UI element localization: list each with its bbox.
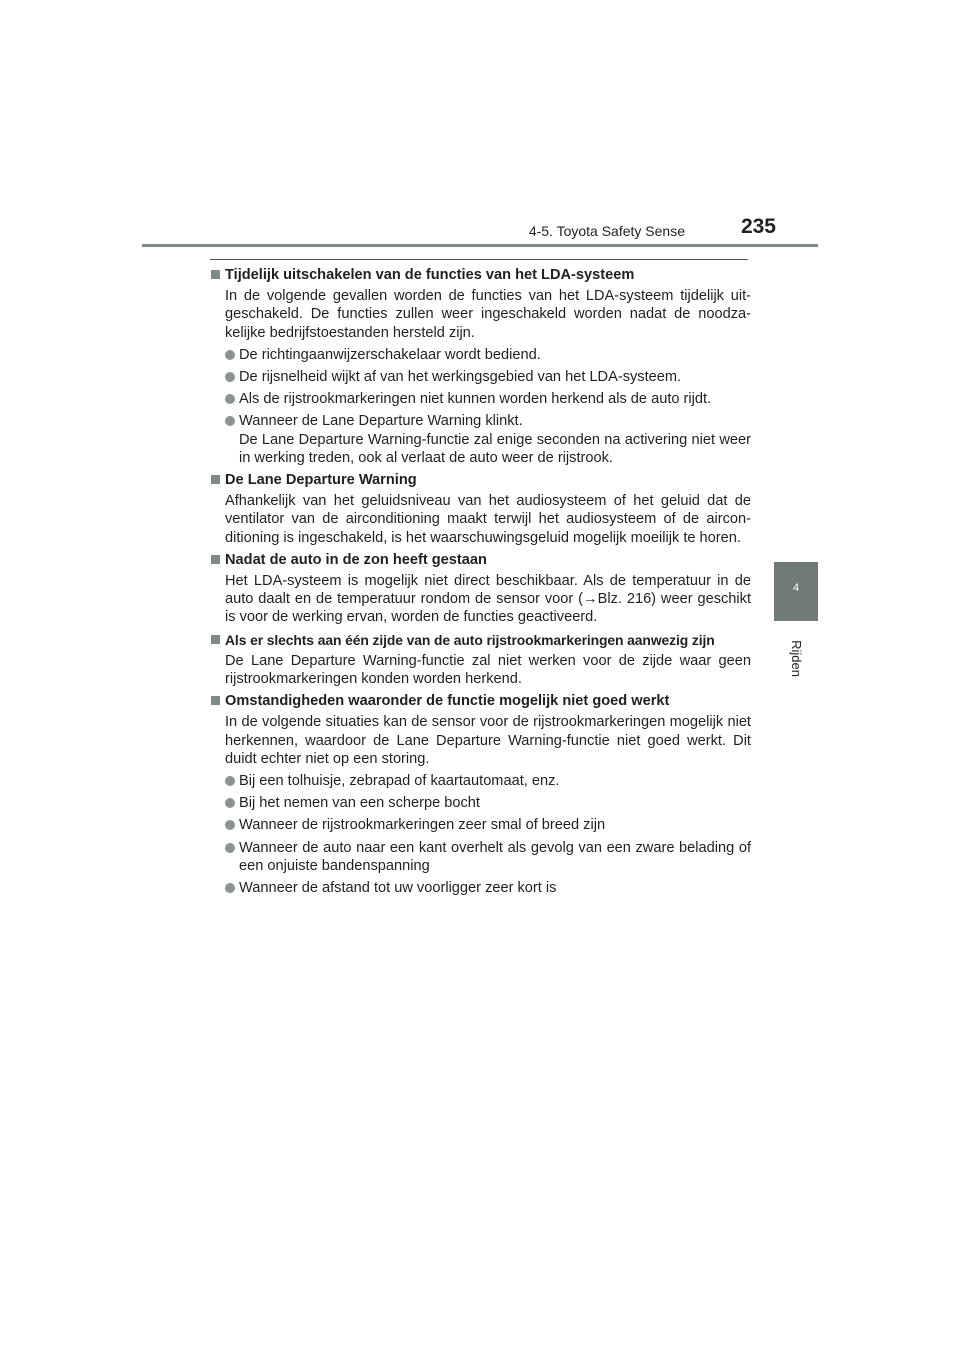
content-top-rule bbox=[210, 259, 748, 260]
section-heading: Als er slechts aan één zijde van de auto rijstrookmarkeringen aanwezig zijn bbox=[211, 631, 751, 649]
page-content bbox=[211, 266, 751, 901]
section-paragraph: Het LDA-systeem is mogelijk niet direct beschikbaar. Als de temperatuur in de auto daalt en de temperatuur rondom de sensor voor (→Blz. 216) weer geschikt is voor de werking ervan, worden de functies geactiveerd. bbox=[225, 573, 751, 626]
section-heading: Nadat de auto in de zon heeft gestaan bbox=[211, 551, 751, 569]
page-number: 235 bbox=[740, 215, 776, 238]
running-header-section: 4-5. Toyota Safety Sense bbox=[528, 223, 685, 239]
list-item bbox=[225, 879, 751, 897]
chapter-label bbox=[774, 628, 818, 688]
list-item bbox=[225, 390, 751, 408]
chapter-number: 4 bbox=[792, 582, 800, 594]
list-item-text: Als de rijstrookmarkeringen niet kunnen worden herkend als de auto rijdt. bbox=[239, 391, 712, 408]
list-item-text: Bij het nemen van een scherpe bocht bbox=[239, 795, 480, 812]
section-heading: De Lane Departure Warning bbox=[211, 471, 751, 489]
list-item-subtext: De Lane Departure Warning-functie zal enige seconden na activering niet weer in werking treden, ook al verlaat de auto weer de rijstrook. bbox=[239, 431, 751, 466]
section-paragraph: Afhankelijk van het geluidsniveau van het audiosysteem of het geluid dat de ventilator van de airconditioning maakt terwijl het audiosysteem of de aircon-ditioning is ingeschakeld, is het waarschuwingsgeluid mogelijk moeilijk te horen. bbox=[225, 493, 751, 546]
list-item-text: Bij een tolhuisje, zebrapad of kaartautomaat, enz. bbox=[239, 773, 560, 790]
list-item bbox=[225, 772, 751, 790]
list-item bbox=[225, 346, 751, 364]
list-item bbox=[225, 816, 751, 834]
list-item bbox=[225, 368, 751, 386]
list-item-text: Wanneer de auto naar een kant overhelt als gevolg van een zware belading of een onjuiste bandenspanning bbox=[239, 839, 751, 874]
chapter-tab bbox=[774, 562, 818, 621]
list-item bbox=[225, 794, 751, 812]
section-paragraph: In de volgende gevallen worden de functies van het LDA-systeem tijdelijk uit-geschakeld. De functies zullen weer ingeschakeld worden nadat de noodza-kelijke bedrijfstoestanden hersteld zijn. bbox=[225, 288, 751, 341]
list-item-text: De rijsnelheid wijkt af van het werkingsgebied van het LDA-systeem. bbox=[239, 369, 682, 386]
section-paragraph: De Lane Departure Warning-functie zal niet werken voor de zijde waar geen rijstrookmarkeringen konden worden herkend. bbox=[225, 652, 751, 688]
header-rule bbox=[142, 244, 818, 247]
list-item-text: Wanneer de rijstrookmarkeringen zeer smal of breed zijn bbox=[239, 817, 606, 834]
list-item bbox=[225, 839, 751, 875]
list-item-text: Wanneer de afstand tot uw voorligger zeer kort is bbox=[239, 880, 557, 897]
section-paragraph: In de volgende situaties kan de sensor voor de rijstrookmarkeringen mogelijk niet herkennen, waardoor de Lane Departure Warning-functie niet goed werkt. Dit duidt echter niet op een storing. bbox=[225, 714, 751, 767]
list-item bbox=[225, 412, 751, 467]
section-heading: Omstandigheden waaronder de functie mogelijk niet goed werkt bbox=[211, 692, 751, 710]
list-item-text: Wanneer de Lane Departure Warning klinkt. bbox=[239, 413, 523, 430]
list-item-text: De richtingaanwijzerschakelaar wordt bediend. bbox=[239, 346, 541, 363]
chapter-title: Rijden bbox=[788, 639, 804, 677]
section-heading: Tijdelijk uitschakelen van de functies van het LDA-systeem bbox=[211, 266, 751, 284]
